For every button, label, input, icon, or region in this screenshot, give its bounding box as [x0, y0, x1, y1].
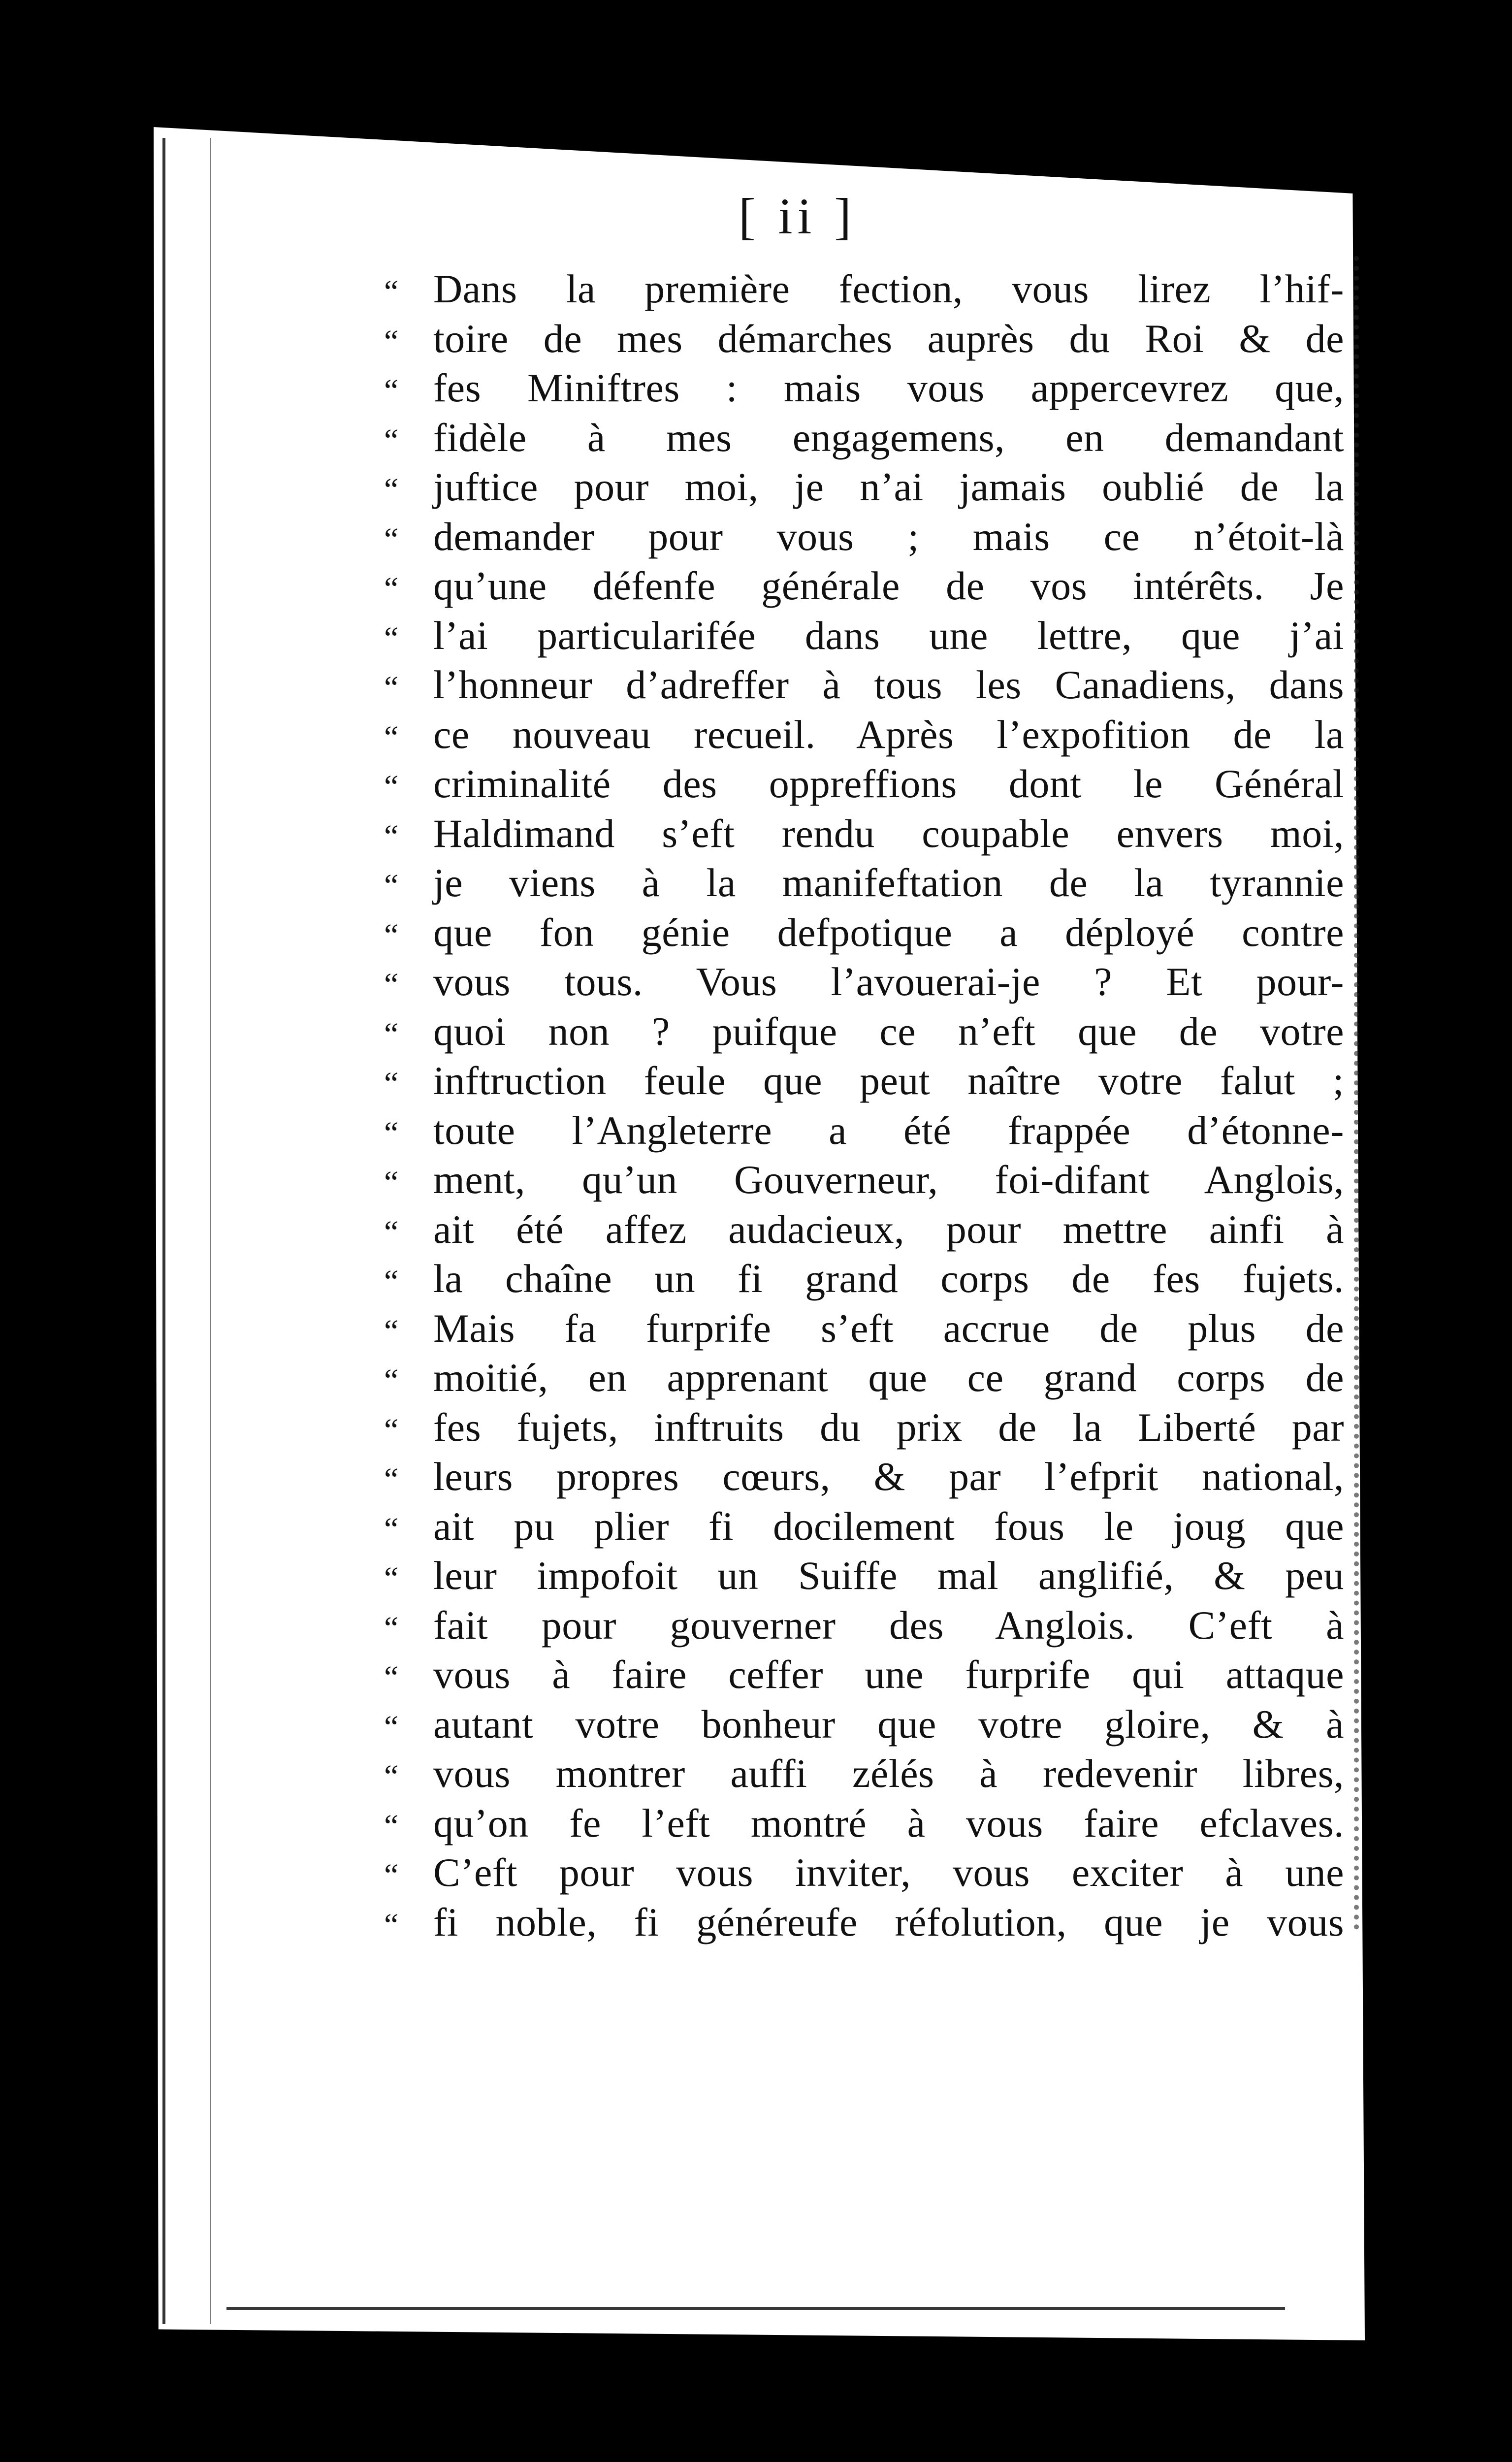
- text-line: [384, 1008, 1344, 1058]
- text-line: [384, 1602, 1344, 1652]
- line-text: autant votre bonheur que votre gloire, & à: [433, 1701, 1344, 1747]
- line-text: moitié, en apprenant que ce grand corps de: [433, 1355, 1344, 1400]
- text-line: [384, 1157, 1344, 1206]
- line-text: demander pour vous ; mais ce n’étoit-là: [433, 514, 1344, 559]
- quote-mark: “: [384, 1115, 399, 1151]
- line-text: Dans la première fection, vous lirez l’hif-: [433, 266, 1344, 311]
- line-text: l’ai particularifée dans une lettre, que j’ai: [433, 613, 1344, 658]
- quote-mark: “: [384, 769, 399, 805]
- quote-mark: “: [384, 1907, 399, 1943]
- quote-mark: “: [384, 1066, 399, 1101]
- line-text: inftruction feule que peut naître votre falut ;: [433, 1058, 1344, 1103]
- text-line: [384, 1107, 1344, 1157]
- body-text: [384, 266, 1344, 1948]
- line-text: l’honneur d’adreffer à tous les Canadiens, dans: [433, 662, 1344, 707]
- text-line: [384, 959, 1344, 1008]
- line-text: Mais fa furprife s’eft accrue de plus de: [433, 1305, 1344, 1351]
- text-line: [384, 316, 1344, 365]
- text-line: [384, 1355, 1344, 1404]
- text-line: [384, 266, 1344, 316]
- text-line: [384, 563, 1344, 613]
- text-line: [384, 761, 1344, 810]
- text-line: [384, 1404, 1344, 1454]
- text-line: [384, 909, 1344, 959]
- line-text: quoi non ? puifque ce n’eft que de votre: [433, 1008, 1344, 1054]
- line-text: que fon génie defpotique a déployé contre: [433, 909, 1344, 955]
- quote-mark: “: [384, 719, 399, 755]
- line-text: fi noble, fi généreufe réfolution, que je vous: [433, 1899, 1344, 1944]
- line-text: criminalité des oppreffions dont le Général: [433, 761, 1344, 806]
- quote-mark: “: [384, 917, 399, 953]
- quote-mark: “: [384, 472, 399, 508]
- quote-mark: “: [384, 1263, 399, 1299]
- line-text: qu’on fe l’eft montré à vous faire efclaves.: [433, 1800, 1344, 1846]
- line-text: je viens à la manifeftation de la tyrannie: [433, 860, 1344, 905]
- line-text: fait pour gouverner des Anglois. C’eft à: [433, 1602, 1344, 1648]
- line-text: vous montrer auffi zélés à redevenir libres,: [433, 1751, 1344, 1796]
- quote-mark: “: [384, 422, 399, 458]
- text-line: [384, 415, 1344, 464]
- line-text: leur impofoit un Suiffe mal anglifié, & peu: [433, 1553, 1344, 1598]
- quote-mark: “: [384, 1016, 399, 1052]
- text-line: [384, 1701, 1344, 1751]
- line-text: toire de mes démarches auprès du Roi & de: [433, 316, 1344, 361]
- quote-mark: “: [384, 1412, 399, 1448]
- text-line: [384, 1899, 1344, 1949]
- quote-mark: “: [384, 1857, 399, 1893]
- text-line: [384, 712, 1344, 761]
- text-line: [384, 464, 1344, 514]
- line-text: fes Miniftres : mais vous appercevrez que,: [433, 365, 1344, 410]
- text-line: [384, 1503, 1344, 1553]
- quote-mark: “: [384, 620, 399, 656]
- line-text: toute l’Angleterre a été frappée d’étonne-: [433, 1107, 1344, 1153]
- line-text: la chaîne un fi grand corps de fes fujets.: [433, 1256, 1344, 1301]
- quote-mark: “: [384, 1165, 399, 1200]
- line-text: qu’une défenfe générale de vos intérêts. Je: [433, 563, 1344, 608]
- line-text: leurs propres cœurs, & par l’efprit national,: [433, 1454, 1344, 1499]
- quote-mark: “: [384, 1511, 399, 1547]
- quote-mark: “: [384, 1709, 399, 1745]
- quote-mark: “: [384, 521, 399, 557]
- text-line: [384, 1553, 1344, 1602]
- quote-mark: “: [384, 1362, 399, 1398]
- quote-mark: “: [384, 670, 399, 706]
- line-text: Haldimand s’eft rendu coupable envers moi,: [433, 810, 1344, 856]
- quote-mark: “: [384, 373, 399, 409]
- text-line: [384, 613, 1344, 662]
- text-line: [384, 662, 1344, 712]
- text-line: [384, 1800, 1344, 1850]
- quote-mark: “: [384, 967, 399, 1003]
- quote-mark: “: [384, 274, 399, 310]
- line-text: ment, qu’un Gouverneur, foi-difant Anglois,: [433, 1157, 1344, 1202]
- quote-mark: “: [384, 868, 399, 904]
- quote-mark: “: [384, 1313, 399, 1349]
- quote-mark: “: [384, 1758, 399, 1794]
- line-text: ait été affez audacieux, pour mettre ainfi à: [433, 1206, 1344, 1252]
- text-line: [384, 1305, 1344, 1355]
- text-line: [384, 1206, 1344, 1256]
- page-number-header: [ ii ]: [739, 188, 857, 245]
- quote-mark: “: [384, 323, 399, 359]
- line-text: vous à faire ceffer une furprife qui attaque: [433, 1652, 1344, 1697]
- text-line: [384, 1256, 1344, 1305]
- line-text: vous tous. Vous l’avouerai-je ? Et pour-: [433, 959, 1344, 1004]
- quote-mark: “: [384, 1610, 399, 1646]
- line-text: C’eft pour vous inviter, vous exciter à une: [433, 1850, 1344, 1895]
- line-text: ait pu plier fi docilement fous le joug que: [433, 1503, 1344, 1549]
- line-text: fidèle à mes engagemens, en demandant: [433, 415, 1344, 460]
- text-line: [384, 1750, 1344, 1800]
- text-line: [384, 1652, 1344, 1701]
- book-binding-edge: [162, 138, 211, 2324]
- page-bottom-edge: [226, 2307, 1285, 2310]
- text-line: [384, 1454, 1344, 1503]
- line-text: fes fujets, inftruits du prix de la Liberté par: [433, 1404, 1344, 1450]
- quote-mark: “: [384, 1214, 399, 1250]
- quote-mark: “: [384, 571, 399, 607]
- text-line: [384, 514, 1344, 563]
- quote-mark: “: [384, 1808, 399, 1844]
- text-line: [384, 365, 1344, 415]
- quote-mark: “: [384, 1560, 399, 1596]
- text-line: [384, 860, 1344, 909]
- text-line: [384, 810, 1344, 860]
- text-line: [384, 1849, 1344, 1899]
- quote-mark: “: [384, 818, 399, 854]
- line-text: ce nouveau recueil. Après l’expofition de la: [433, 712, 1344, 757]
- quote-mark: “: [384, 1461, 399, 1497]
- quote-mark: “: [384, 1659, 399, 1695]
- line-text: juftice pour moi, je n’ai jamais oublié de la: [433, 464, 1344, 509]
- text-line: [384, 1058, 1344, 1107]
